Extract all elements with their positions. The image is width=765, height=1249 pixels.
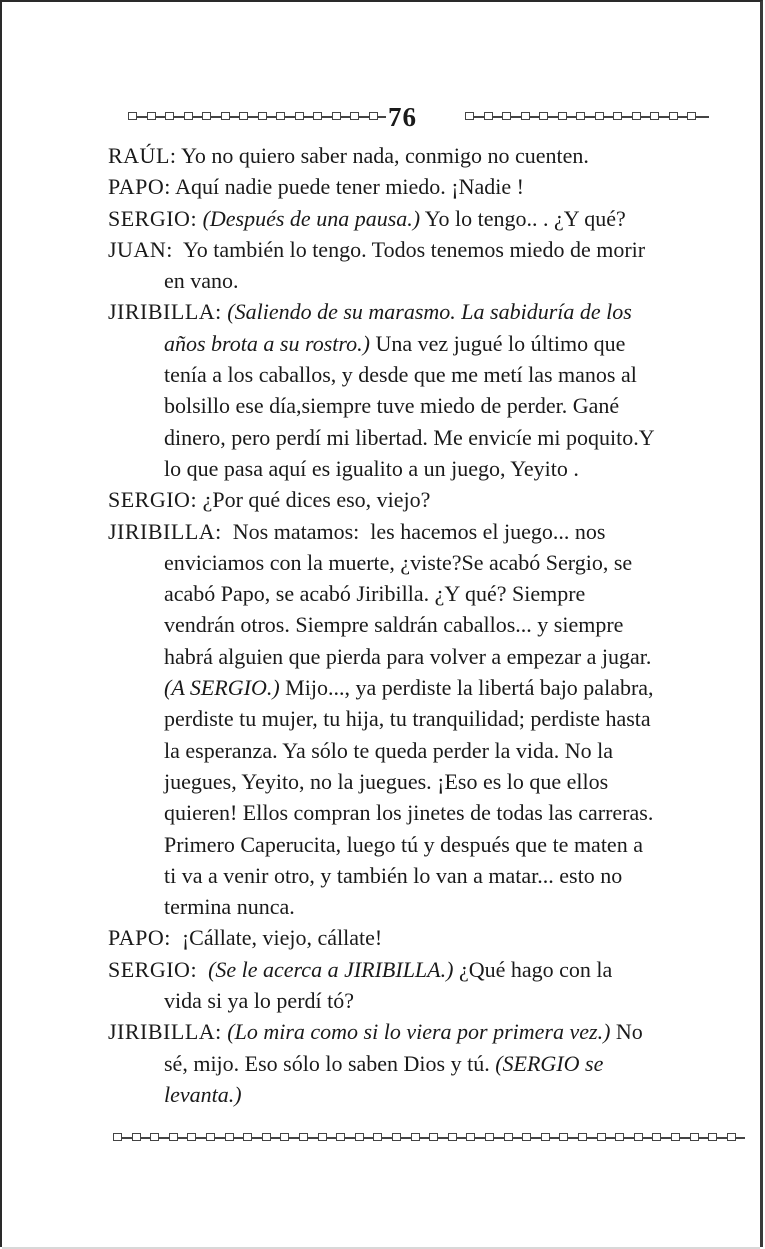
dialogue-text: Aquí nadie puede tener miedo. ¡Nadie ! xyxy=(170,174,524,200)
chain-link xyxy=(652,1133,661,1141)
dialogue-continuation-line xyxy=(108,829,736,860)
footer-ornament xyxy=(113,1131,745,1145)
dialogue-text: juegues, Yeyito, no la juegues. ¡Eso es lo que ellos xyxy=(164,768,609,794)
stage-direction: (A SERGIO.) xyxy=(164,675,280,701)
dialogue-continuation-line xyxy=(108,703,736,734)
dialogue-continuation-line xyxy=(108,672,736,703)
chain-link xyxy=(727,1133,736,1141)
dialogue-continuation-line xyxy=(108,390,736,421)
dialogue-continuation-line xyxy=(108,547,736,578)
dialogue-text: sé, mijo. Eso sólo lo saben Dios y tú. xyxy=(164,1050,496,1076)
chain-link xyxy=(595,112,604,120)
speaker-name: SERGIO: xyxy=(108,956,198,982)
chain-link xyxy=(336,1133,345,1141)
dialogue-text: ¿Qué hago con la xyxy=(453,956,613,982)
chain-link xyxy=(669,112,678,120)
dialogue-continuation-line xyxy=(108,422,736,453)
stage-direction: (Lo mira como si lo viera por primera vez.) xyxy=(227,1019,611,1045)
dialogue-line xyxy=(108,171,736,202)
dialogue-text: bolsillo ese día,siempre tuve miedo de perder. Gané xyxy=(164,393,620,419)
chain-link xyxy=(613,112,622,120)
dialogue-continuation-line xyxy=(108,328,736,359)
speaker-name: PAPO: xyxy=(108,174,171,200)
chain-link xyxy=(615,1133,624,1141)
dialogue-continuation-line xyxy=(108,860,736,891)
dialogue-text: Una vez jugué lo último que xyxy=(369,330,626,356)
chain-link xyxy=(597,1133,606,1141)
dialogue-continuation-line xyxy=(108,609,736,640)
dialogue-text: habrá alguien que pierda para volver a empezar a jugar. xyxy=(164,643,652,669)
dialogue-text: Mijo..., ya perdiste la libertá bajo palabra, xyxy=(279,675,654,701)
stage-direction: (Después de una pausa.) xyxy=(202,205,421,231)
chain-link xyxy=(502,112,511,120)
dialogue-line xyxy=(108,922,736,953)
chain-link xyxy=(541,1133,550,1141)
chain-link xyxy=(132,1133,141,1141)
chain-link xyxy=(355,1133,364,1141)
dialogue-text: quieren! Ellos compran los jinetes de todas las carreras. xyxy=(164,800,654,826)
chain-link xyxy=(650,112,659,120)
chain-link xyxy=(504,1133,513,1141)
dialogue-text: la esperanza. Ya sólo te queda perder la vida. No la xyxy=(164,737,614,763)
dialogue-line xyxy=(108,203,736,234)
chain-link xyxy=(484,112,493,120)
chain-link xyxy=(243,1133,252,1141)
dialogue-line xyxy=(108,140,736,171)
chain-link xyxy=(465,112,474,120)
chain-link xyxy=(690,1133,699,1141)
dialogue-line xyxy=(108,234,736,265)
dialogue-line xyxy=(108,1016,736,1047)
dialogue-text: dinero, pero perdí mi libertad. Me envicíe mi poquito.Y xyxy=(164,424,655,450)
dialogue-continuation-line xyxy=(108,1048,736,1079)
chain-link xyxy=(558,112,567,120)
page-number: 76 xyxy=(388,102,417,132)
dialogue-line xyxy=(108,484,736,515)
chain-link xyxy=(187,1133,196,1141)
chain-link xyxy=(206,1133,215,1141)
speaker-name: SERGIO: xyxy=(108,487,198,513)
dialogue-continuation-line xyxy=(108,641,736,672)
chain-link xyxy=(262,1133,271,1141)
dialogue-text: en vano. xyxy=(164,268,239,294)
dialogue-text: No xyxy=(610,1019,643,1045)
dialogue-continuation-line xyxy=(108,797,736,828)
stage-direction: (Saliendo de su marasmo. La sabiduría de los xyxy=(227,299,632,325)
chain-link xyxy=(559,1133,568,1141)
dialogue-text: Yo lo tengo.. . ¿Y qué? xyxy=(420,205,626,231)
chain-link xyxy=(708,1133,717,1141)
dialogue-line xyxy=(108,516,736,547)
dialogue-continuation-line xyxy=(108,453,736,484)
speaker-name: PAPO: xyxy=(108,925,171,951)
chain-link xyxy=(485,1133,494,1141)
chain-link xyxy=(521,112,530,120)
dialogue-continuation-line xyxy=(108,359,736,390)
chain-link xyxy=(150,1133,159,1141)
dialogue-text: perdiste tu mujer, tu hija, tu tranquilidad; perdiste hasta xyxy=(164,706,651,732)
dialogue-text: Primero Caperucita, luego tú y después que te maten a xyxy=(164,831,643,857)
dialogue-line xyxy=(108,296,736,327)
dialogue-text: Nos matamos: les hacemos el juego... nos xyxy=(221,518,606,544)
dialogue-text: ti va a venir otro, y también lo van a matar... esto no xyxy=(164,862,623,888)
dialogue-continuation-line xyxy=(108,265,736,296)
chain-link xyxy=(299,1133,308,1141)
chain-link xyxy=(280,1133,289,1141)
dialogue-text: ¿Por qué dices eso, viejo? xyxy=(197,487,431,513)
dialogue-continuation-line xyxy=(108,578,736,609)
chain-link xyxy=(466,1133,475,1141)
dialogue-text: Yo también lo tengo. Todos tenemos miedo de morir xyxy=(172,236,646,262)
speaker-name: JIRIBILLA: xyxy=(108,299,222,325)
dialogue-text: enviciamos con la muerte, ¿viste?Se acabó Sergio, se xyxy=(164,549,633,575)
chain-link xyxy=(522,1133,531,1141)
dialogue-continuation-line xyxy=(108,891,736,922)
dialogue-text: termina nunca. xyxy=(164,894,295,920)
speaker-name: JIRIBILLA: xyxy=(108,518,222,544)
speaker-name: SERGIO: xyxy=(108,205,198,231)
chain-link xyxy=(169,1133,178,1141)
speaker-name: JUAN: xyxy=(108,236,173,262)
dialogue-continuation-line xyxy=(108,1079,736,1110)
chain-link xyxy=(578,1133,587,1141)
stage-direction: levanta.) xyxy=(164,1081,242,1107)
chain-link xyxy=(411,1133,420,1141)
chain-link xyxy=(429,1133,438,1141)
header-ornament-right xyxy=(465,110,709,124)
dialogue-text: vida si ya lo perdí tó? xyxy=(164,988,355,1014)
dialogue-text: tenía a los caballos, y desde que me metí las manos al xyxy=(164,362,637,388)
speaker-name: RAÚL: xyxy=(108,143,177,168)
script-text xyxy=(108,140,736,1110)
chain-link xyxy=(113,1133,122,1141)
chain-link xyxy=(392,1133,401,1141)
dialogue-continuation-line xyxy=(108,985,736,1016)
chain-link xyxy=(318,1133,327,1141)
stage-direction: (Se le acerca a JIRIBILLA.) xyxy=(208,956,454,982)
dialogue-text: acabó Papo, se acabó Jiribilla. ¿Y qué? Siempre xyxy=(164,581,586,607)
chain-link xyxy=(576,112,585,120)
chain-link xyxy=(225,1133,234,1141)
speaker-name: JIRIBILLA: xyxy=(108,1019,222,1045)
dialogue-text: ¡Cállate, viejo, cállate! xyxy=(170,925,383,951)
stage-direction: años brota a su rostro.) xyxy=(164,330,370,356)
chain-link xyxy=(687,112,696,120)
chain-link xyxy=(373,1133,382,1141)
chain-link xyxy=(671,1133,680,1141)
dialogue-text: Yo no quiero saber nada, conmigo no cuenten. xyxy=(176,143,589,168)
dialogue-text: vendrán otros. Siempre saldrán caballos... y siempre xyxy=(164,612,624,638)
dialogue-text: lo que pasa aquí es igualito a un juego, Yeyito . xyxy=(164,455,579,481)
chain-link xyxy=(448,1133,457,1141)
dialogue-line xyxy=(108,954,736,985)
chain-link xyxy=(632,112,641,120)
dialogue-continuation-line xyxy=(108,766,736,797)
chain-link xyxy=(539,112,548,120)
stage-direction: (SERGIO se xyxy=(495,1050,604,1076)
dialogue-text xyxy=(197,957,208,982)
chain-link xyxy=(634,1133,643,1141)
dialogue-continuation-line xyxy=(108,735,736,766)
